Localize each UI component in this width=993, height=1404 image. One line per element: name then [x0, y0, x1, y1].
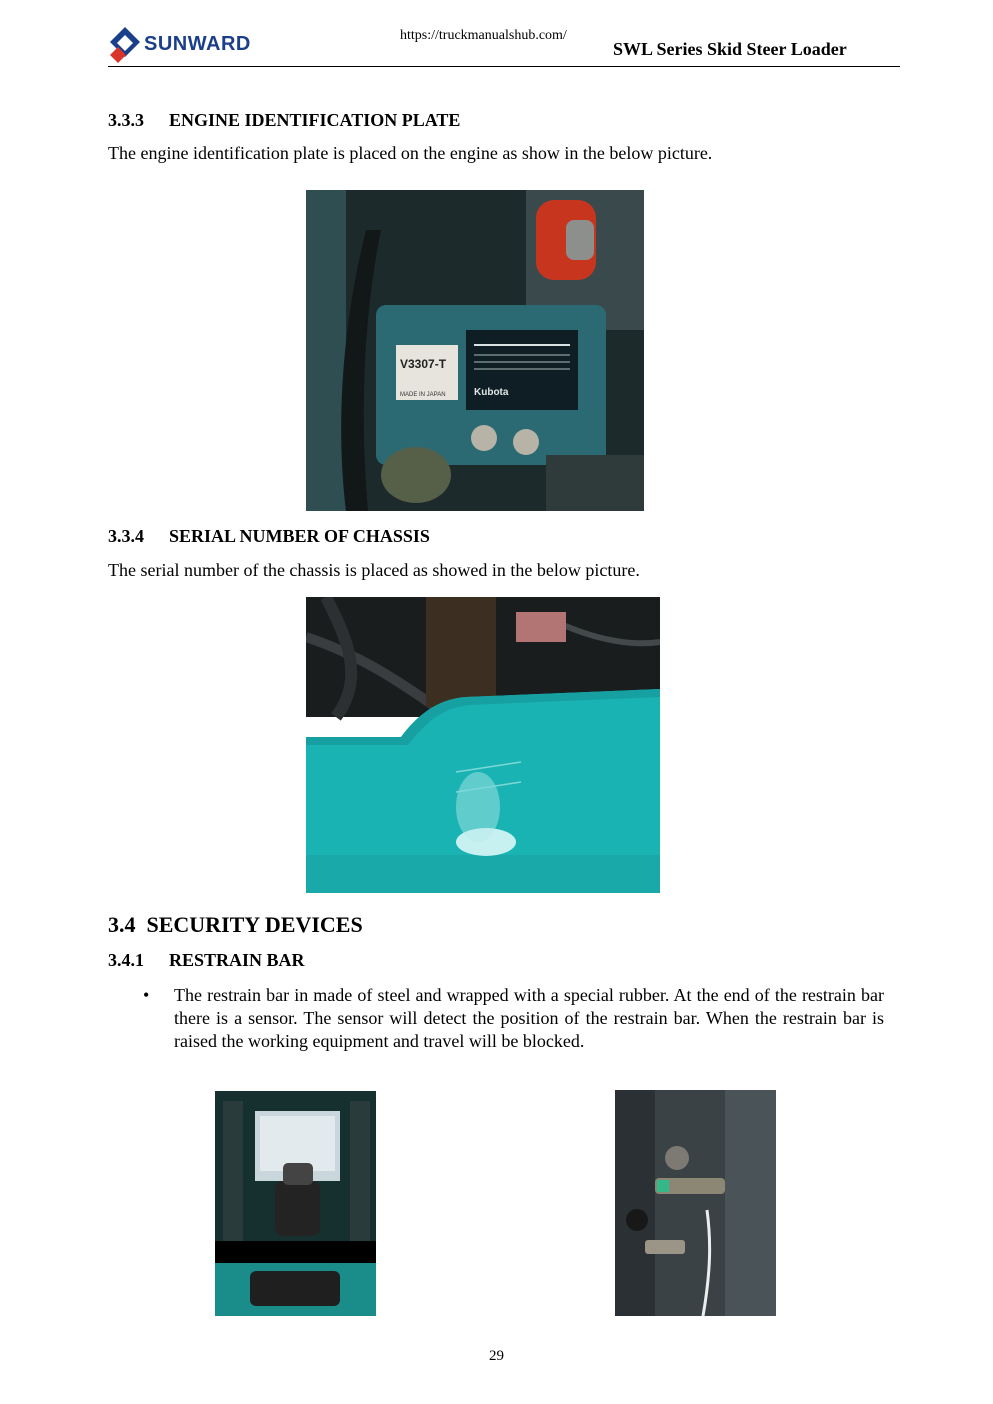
heading-title: RESTRAIN BAR — [169, 950, 305, 970]
engine-plate-photo — [306, 190, 644, 511]
paragraph-chassis-serial: The serial number of the chassis is placed as showed in the below picture. — [108, 560, 640, 580]
heading-number: 3.3.4 — [108, 526, 144, 546]
sunward-logo-mark-icon — [108, 25, 142, 65]
header-url[interactable]: https://truckmanualshub.com/ — [400, 28, 567, 43]
paragraph-engine-plate: The engine identification plate is placed on the engine as show in the below picture. — [108, 143, 713, 163]
header-divider — [108, 66, 900, 67]
heading-3-3-3 — [108, 110, 460, 131]
heading-number: 3.3.3 — [108, 110, 144, 130]
sunward-logo — [108, 25, 273, 65]
restrain-sensor-photo — [615, 1090, 776, 1316]
plate-model-text: V3307-T — [400, 357, 447, 371]
cab-seat-photo — [215, 1091, 376, 1316]
heading-3-4 — [108, 912, 363, 938]
plate-brand-text: Kubota — [474, 387, 509, 398]
heading-title: ENGINE IDENTIFICATION PLATE — [169, 110, 461, 130]
heading-number: 3.4 — [108, 912, 136, 937]
bullet-icon: • — [143, 985, 150, 1005]
heading-3-3-4 — [108, 526, 430, 547]
page-number: 29 — [489, 1348, 504, 1364]
heading-title: SECURITY DEVICES — [146, 912, 363, 937]
heading-title: SERIAL NUMBER OF CHASSIS — [169, 526, 430, 546]
logo-text: SUNWARD — [144, 33, 251, 55]
bullet-text: The restrain bar in made of steel and wrapped with a special rubber. At the end of the restrain bar there is a sensor. The sensor will detect the position of the restrain bar. When the restrain bar is raised the working equipment and travel will be blocked. — [174, 985, 884, 1051]
heading-number: 3.4.1 — [108, 950, 144, 970]
heading-3-4-1 — [108, 950, 305, 971]
plate-made-in-text: MADE IN JAPAN — [400, 392, 446, 398]
chassis-serial-photo — [306, 597, 660, 893]
document-title: SWL Series Skid Steer Loader — [613, 39, 847, 59]
